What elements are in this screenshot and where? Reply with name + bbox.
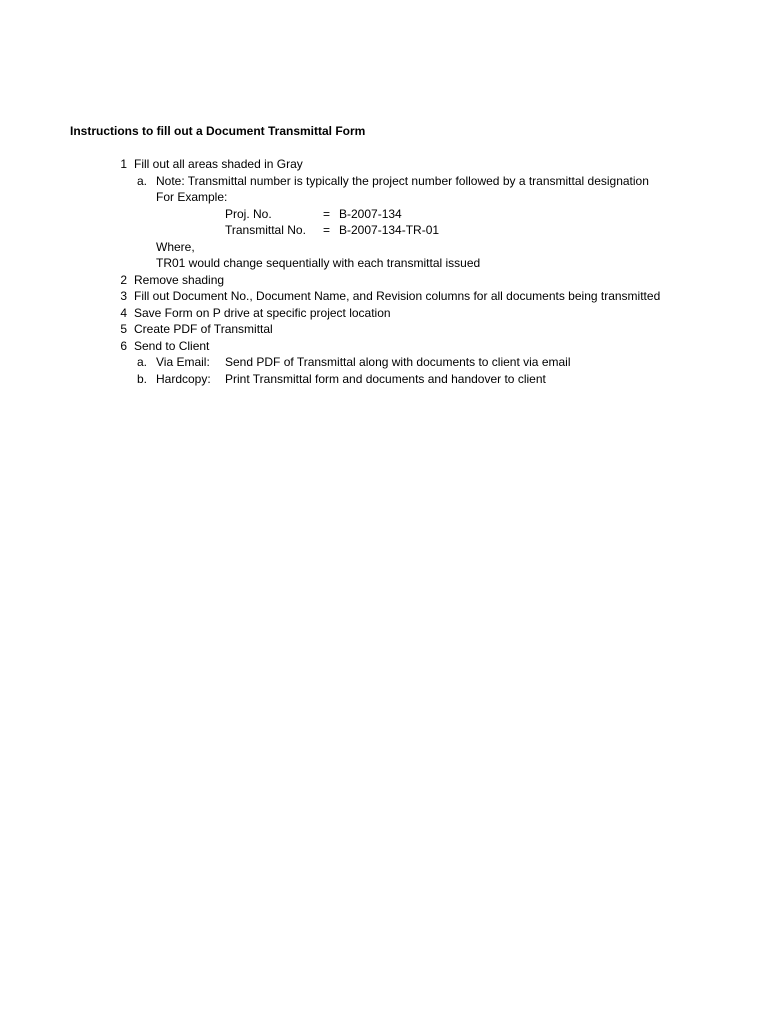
hardcopy-text: Print Transmittal form and documents and handover to client [225, 372, 546, 386]
step-text: Create PDF of Transmittal [134, 322, 273, 336]
step-number: 6 [120, 339, 127, 353]
page-title: Instructions to fill out a Document Transmittal Form [70, 124, 366, 138]
step-number: 1 [120, 157, 127, 171]
for-example-label: For Example: [156, 190, 228, 204]
transmittal-no-value: B-2007-134-TR-01 [339, 223, 440, 237]
step-number: 4 [120, 306, 127, 320]
hardcopy-label: Hardcopy: [156, 372, 211, 386]
via-email-text: Send PDF of Transmittal along with documents to client via email [225, 355, 571, 369]
step-text: Save Form on P drive at specific project location [134, 306, 391, 320]
step-text: Fill out Document No., Document Name, and Revision columns for all documents being transmitted [134, 289, 661, 303]
proj-no-label: Proj. No. [225, 207, 272, 221]
step-number: 2 [120, 273, 127, 287]
step-letter: a. [136, 174, 147, 188]
step-text: Remove shading [134, 273, 225, 287]
transmittal-no-equals: = [323, 223, 331, 237]
step-text: Fill out all areas shaded in Gray [134, 157, 303, 171]
proj-no-equals: = [323, 207, 331, 221]
step-text: Send to Client [134, 339, 210, 353]
tr01-text: TR01 would change sequentially with each transmittal issued [156, 256, 481, 270]
via-email-label: Via Email: [156, 355, 210, 369]
step-letter: a. [136, 355, 147, 369]
where-label: Where, [156, 240, 195, 254]
step-number: 3 [120, 289, 127, 303]
note-text: Note: Transmittal number is typically the project number followed by a transmittal designation [156, 174, 649, 188]
step-letter: b. [136, 372, 147, 386]
transmittal-no-label: Transmittal No. [225, 223, 306, 237]
step-number: 5 [120, 322, 127, 336]
proj-no-value: B-2007-134 [339, 207, 402, 221]
